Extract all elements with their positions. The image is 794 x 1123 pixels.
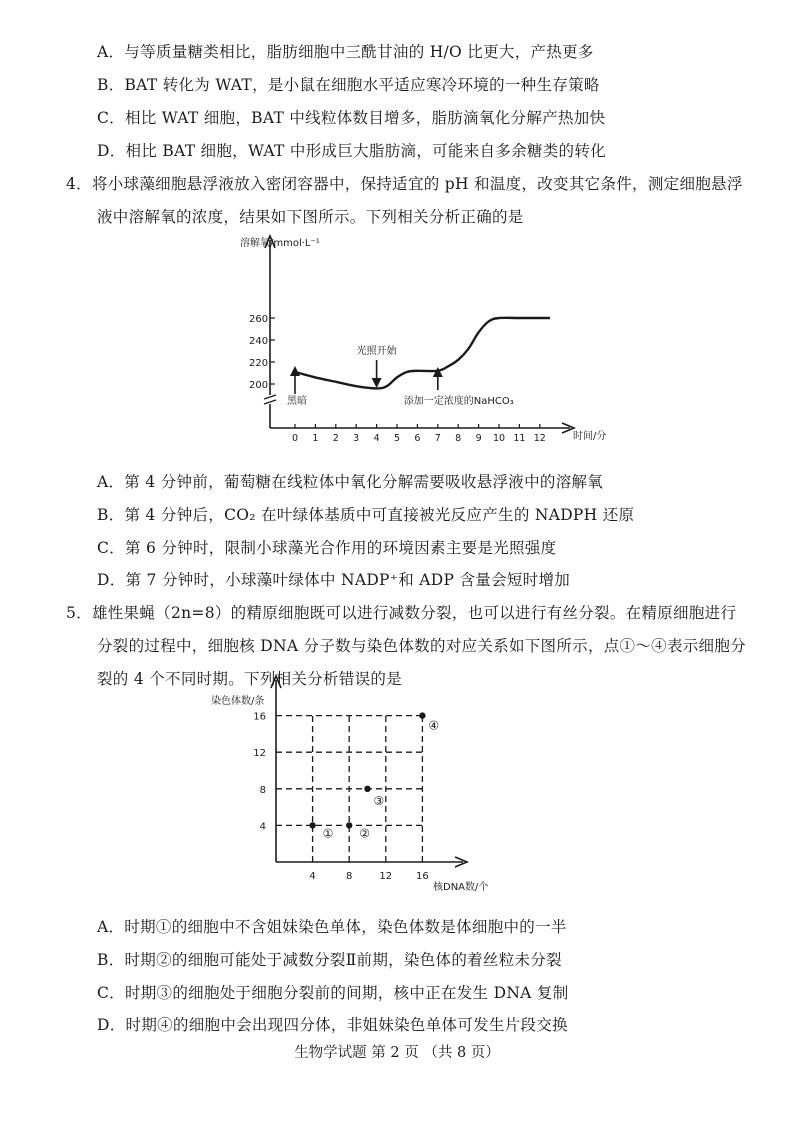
light-start-arrow-head bbox=[372, 378, 382, 388]
x-tick-label: 0 bbox=[291, 433, 299, 444]
y-axis-label: 溶解氧/mmol·L⁻¹ bbox=[240, 238, 320, 249]
y-tick-label: 220 bbox=[249, 358, 269, 369]
data-point-label: ② bbox=[359, 826, 370, 841]
q5-option-b: B．时期②的细胞可能处于减数分裂Ⅱ前期，染色体的着丝粒未分裂 bbox=[97, 951, 562, 969]
q4-stem-line1: 4．将小球藻细胞悬浮液放入密闭容器中，保持适宜的 pH 和温度，改变其它条件，测定细胞悬浮 bbox=[66, 175, 743, 193]
x-tick-label: 16 bbox=[416, 871, 429, 882]
annotation-darkness: 黑暗 bbox=[287, 396, 307, 407]
data-point bbox=[419, 712, 425, 718]
y-tick-label: 200 bbox=[249, 380, 269, 391]
x-tick-label: 1 bbox=[312, 433, 319, 444]
x-tick-label: 12 bbox=[379, 871, 393, 882]
x-tick-label: 12 bbox=[533, 433, 546, 444]
axis-break-mark bbox=[264, 400, 276, 404]
x-tick-label: 9 bbox=[475, 433, 482, 444]
oxygen-curve bbox=[295, 318, 550, 389]
annotation-light-start: 光照开始 bbox=[356, 346, 397, 357]
x-tick-label: 4 bbox=[309, 871, 316, 882]
y-tick-label: 4 bbox=[259, 821, 266, 833]
y-tick-label: 240 bbox=[249, 336, 269, 347]
y-tick-label: 16 bbox=[253, 711, 266, 723]
q4-option-a: A．第 4 分钟前，葡萄糖在线粒体中氧化分解需要吸收悬浮液中的溶解氧 bbox=[97, 473, 604, 491]
x-axis-label: 时间/分 bbox=[573, 431, 607, 442]
q5-stem-line1: 5．雄性果蝇（2n=8）的精原细胞既可以进行减数分裂，也可以进行有丝分裂。在精原细胞进行 bbox=[66, 604, 737, 622]
x-tick-label: 8 bbox=[455, 433, 462, 444]
q3-option-a: A．与等质量糖类相比，脂肪细胞中三酰甘油的 H/O 比更大，产热更多 bbox=[97, 43, 594, 61]
x-tick-label: 7 bbox=[434, 433, 441, 444]
axis-break-mark bbox=[264, 395, 276, 399]
x-tick-label: 5 bbox=[393, 433, 401, 444]
q5-option-a: A．时期①的细胞中不含姐妹染色单体，染色体数是体细胞中的一半 bbox=[97, 918, 567, 936]
chromosome-dna-chart bbox=[205, 672, 505, 902]
x-tick-label: 10 bbox=[492, 433, 506, 444]
q5-stem-line2: 分裂的过程中，细胞核 DNA 分子数与染色体数的对应关系如下图所示，点①～④表示细胞分 bbox=[97, 637, 746, 655]
x-tick-label: 6 bbox=[414, 433, 421, 444]
y-tick-label: 260 bbox=[249, 314, 269, 325]
y-axis-label: 染色体数/条 bbox=[211, 696, 265, 707]
q3-option-b: B．BAT 转化为 WAT，是小鼠在细胞水平适应寒冷环境的一种生存策略 bbox=[97, 76, 600, 94]
q4-stem-line2: 液中溶解氧的浓度，结果如下图所示。下列相关分析正确的是 bbox=[97, 208, 524, 226]
q3-option-c: C．相比 WAT 细胞，BAT 中线粒体数目增多，脂肪滴氧化分解产热加快 bbox=[97, 109, 606, 127]
page-footer: 生物学试题 第 2 页 （共 8 页） bbox=[294, 1045, 500, 1061]
x-tick-label: 3 bbox=[353, 433, 360, 444]
data-point-label: ① bbox=[322, 826, 334, 841]
data-point bbox=[309, 822, 315, 828]
data-point bbox=[364, 786, 370, 792]
x-tick-label: 2 bbox=[332, 433, 339, 444]
q5-option-d: D．时期④的细胞中会出现四分体，非姐妹染色单体可发生片段交换 bbox=[97, 1016, 568, 1034]
x-tick-label: 11 bbox=[513, 433, 526, 444]
darkness-arrow-head bbox=[290, 366, 300, 376]
y-tick-label: 8 bbox=[259, 784, 266, 796]
q4-option-b: B．第 4 分钟后，CO₂ 在叶绿体基质中可直接被光反应产生的 NADPH 还原 bbox=[97, 506, 635, 524]
data-point-label: ③ bbox=[373, 793, 385, 808]
x-tick-label: 4 bbox=[373, 433, 380, 444]
dissolved-oxygen-chart bbox=[240, 228, 640, 453]
x-tick-label: 8 bbox=[346, 871, 353, 882]
q5-stem-line3: 裂的 4 个不同时期。下列相关分析错误的是 bbox=[97, 670, 403, 688]
data-point bbox=[346, 822, 352, 828]
q3-option-d: D．相比 BAT 细胞，WAT 中形成巨大脂肪滴，可能来自多余糖类的转化 bbox=[97, 142, 606, 160]
y-tick-label: 12 bbox=[253, 748, 266, 760]
q4-option-d: D．第 7 分钟时，小球藻叶绿体中 NADP⁺和 ADP 含量会短时增加 bbox=[97, 571, 571, 589]
q4-option-c: C．第 6 分钟时，限制小球藻光合作用的环境因素主要是光照强度 bbox=[97, 539, 557, 557]
x-axis-label: 核DNA数/个 bbox=[433, 882, 489, 893]
annotation-nahco3: 添加一定浓度的NaHCO₃ bbox=[403, 396, 514, 407]
q5-option-c: C．时期③的细胞处于细胞分裂前的间期，核中正在发生 DNA 复制 bbox=[97, 984, 569, 1002]
data-point-label: ④ bbox=[428, 718, 440, 733]
